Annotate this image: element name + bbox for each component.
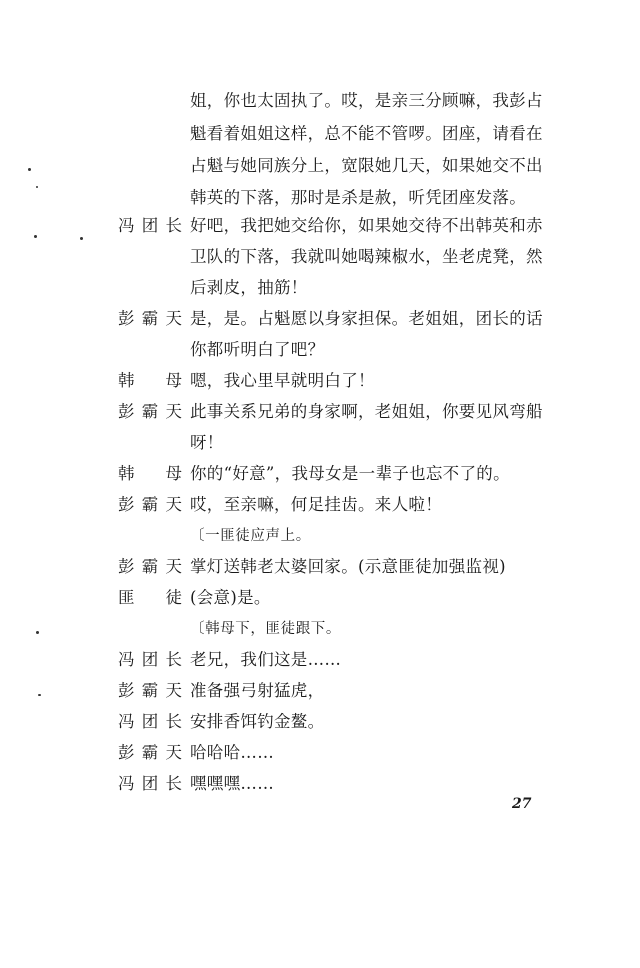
text-line: 此事关系兄弟的身家啊，老姐姐，你要见风弯船 <box>190 402 543 421</box>
stage-direction: 〔韩母下，匪徒跟下。 <box>190 621 341 637</box>
text-line: 卫队的下落，我就叫她喝辣椒水，坐老虎凳，然 <box>190 247 543 266</box>
speaker-name: 韩母 <box>118 371 182 390</box>
text-line: (会意)是。 <box>190 588 271 607</box>
speaker-name: 彭霸天 <box>118 309 182 328</box>
scan-speck <box>28 168 31 171</box>
stage-direction: 〔一匪徒应声上。 <box>190 528 311 544</box>
scan-speck <box>38 694 41 696</box>
text-line: 安排香饵钓金鳌。 <box>190 712 325 731</box>
text-line: 嗯，我心里早就明白了！ <box>190 371 375 390</box>
text-line: 魁看着姐姐这样，总不能不管啰。团座，请看在 <box>190 124 543 143</box>
speaker-name: 彭霸天 <box>118 495 182 514</box>
speaker-name: 冯团长 <box>118 774 182 793</box>
scan-speck <box>36 631 39 634</box>
scan-speck <box>80 237 83 240</box>
text-line: 哈哈哈…… <box>190 743 274 762</box>
text-line: 老兄，我们这是…… <box>190 650 342 669</box>
speaker-name: 彭霸天 <box>118 743 182 762</box>
speaker-name: 彭霸天 <box>118 402 182 421</box>
speaker-name: 冯团长 <box>118 216 182 235</box>
scan-speck <box>34 235 37 238</box>
text-line: 你都听明白了吧？ <box>190 340 325 359</box>
speaker-name: 彭霸天 <box>118 681 182 700</box>
scan-speck <box>36 186 38 188</box>
text-line: 占魁与她同族分上，宽限她几天，如果她交不出 <box>190 156 543 175</box>
text-line: 好吧，我把她交给你，如果她交待不出韩英和赤 <box>190 216 543 235</box>
text-line: 掌灯送韩老太婆回家。(示意匪徒加强监视) <box>190 557 506 576</box>
page-number: 27 <box>512 796 532 812</box>
text-line: 后剥皮，抽筋！ <box>190 278 308 297</box>
text-line: 韩英的下落，那时是杀是赦，听凭团座发落。 <box>190 188 526 207</box>
text-line: 准备强弓射猛虎， <box>190 681 325 700</box>
text-line: 姐，你也太固执了。哎，是亲三分顾嘛，我彭占 <box>190 91 543 110</box>
text-line: 嘿嘿嘿…… <box>190 774 274 793</box>
speaker-name: 冯团长 <box>118 650 182 669</box>
speaker-name: 冯团长 <box>118 712 182 731</box>
text-line: 你的“好意”，我母女是一辈子也忘不了的。 <box>190 464 510 483</box>
speaker-name: 彭霸天 <box>118 557 182 576</box>
text-line: 是，是。占魁愿以身家担保。老姐姐，团长的话 <box>190 309 543 328</box>
speaker-name: 匪徒 <box>118 588 182 607</box>
text-line: 哎，至亲嘛，何足挂齿。来人啦！ <box>190 495 442 514</box>
text-line: 呀！ <box>190 433 224 452</box>
speaker-name: 韩母 <box>118 464 182 483</box>
